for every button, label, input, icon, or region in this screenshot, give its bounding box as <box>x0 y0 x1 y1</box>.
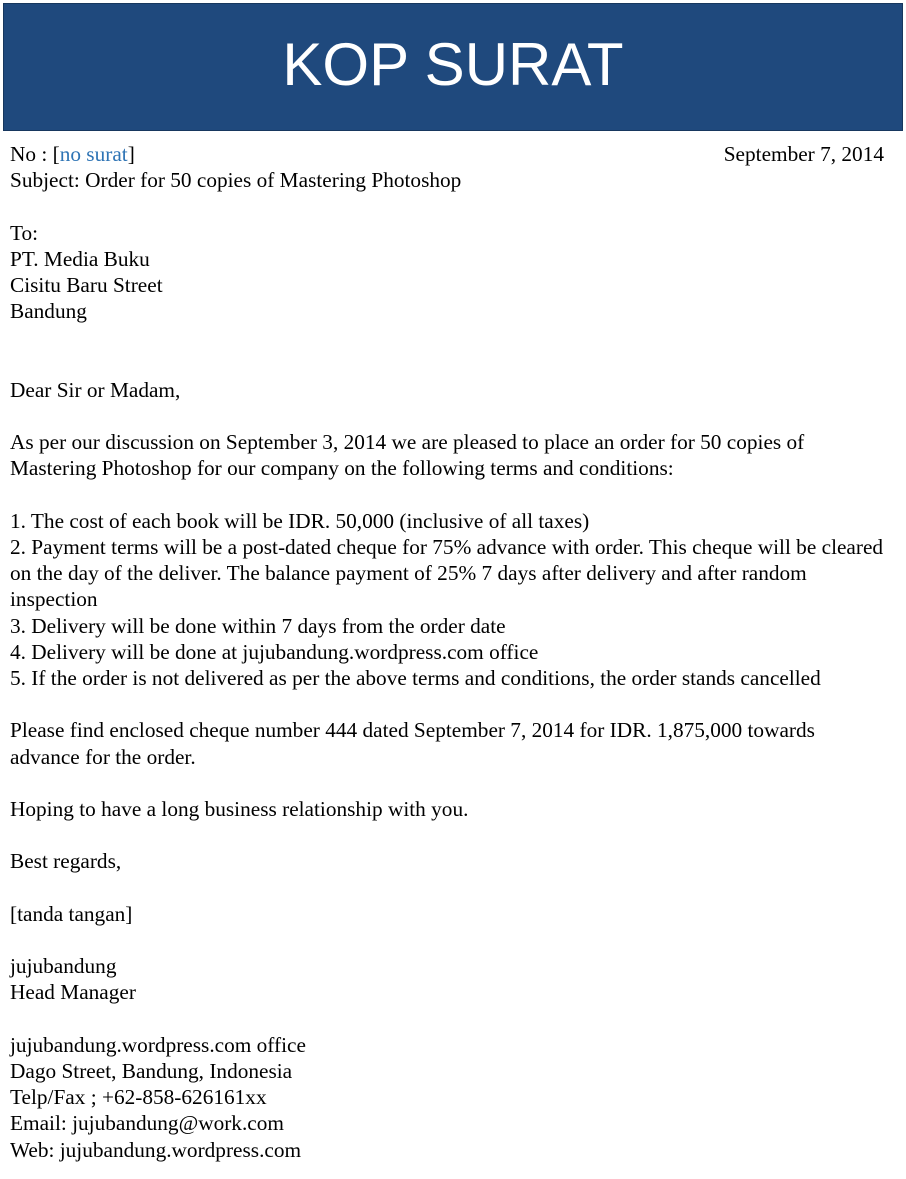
recipient-street: Cisitu Baru Street <box>10 273 163 297</box>
spacer <box>10 927 884 953</box>
letter-body <box>10 141 884 1163</box>
spacer <box>10 822 884 848</box>
signer-name: jujubandung <box>10 954 117 979</box>
spacer <box>10 193 884 219</box>
term-item: 3. Delivery will be done within 7 days from the order date <box>10 613 506 638</box>
letterhead-banner <box>3 3 903 131</box>
spacer <box>10 1006 884 1032</box>
spacer <box>10 324 884 376</box>
sender-web: Web: jujubandung.wordpress.com <box>10 1137 302 1162</box>
signature-placeholder: [tanda tangan] <box>10 901 133 926</box>
sender-address: Dago Street, Bandung, Indonesia <box>10 1058 293 1083</box>
reference-prefix: No : [ <box>10 142 60 166</box>
recipient-city: Bandung <box>10 299 87 324</box>
spacer <box>10 403 884 429</box>
sender-phone: Telp/Fax ; +62-858-626161xx <box>10 1085 267 1110</box>
spacer <box>10 691 884 717</box>
closing-regards: Best regards, <box>10 849 122 874</box>
term-item: 4. Delivery will be done at jujubandung.wordpress.com office <box>10 639 539 664</box>
sender-email: Email: jujubandung@work.com <box>10 1111 284 1136</box>
letter-date: September 7, 2014 <box>723 142 884 166</box>
reference-date-row <box>10 141 884 167</box>
signer-title: Head Manager <box>10 980 136 1005</box>
reference-suffix: ] <box>127 142 135 166</box>
term-item: 5. If the order is not delivered as per the above terms and conditions, the order stands cancelled <box>10 666 821 690</box>
terms-list <box>10 508 884 691</box>
closing-hope: Hoping to have a long business relationship with you. <box>10 796 469 821</box>
term-item: 2. Payment terms will be a post-dated cheque for 75% advance with order. This cheque will be cleared on the day of the deliver. The balance payment of 25% 7 days after delivery and after random inspection <box>10 534 884 612</box>
reference-value: no surat <box>59 142 128 166</box>
reference-number <box>10 141 135 167</box>
to-label: To: <box>10 220 39 245</box>
cheque-paragraph: Please find enclosed cheque number 444 dated September 7, 2014 for IDR. 1,875,000 towards advance for the order. <box>10 718 815 769</box>
recipient-company: PT. Media Buku <box>10 246 150 271</box>
salutation: Dear Sir or Madam, <box>10 377 181 402</box>
letterhead-title: KOP SURAT <box>282 31 624 98</box>
subject-line: Subject: Order for 50 copies of Mastering Photoshop <box>10 168 462 193</box>
intro-paragraph: As per our discussion on September 3, 2014 we are pleased to place an order for 50 copies of Mastering Photoshop for our company on the following terms and conditions: <box>10 430 805 481</box>
spacer <box>10 875 884 901</box>
spacer <box>10 482 884 508</box>
spacer <box>10 770 884 796</box>
sender-office: jujubandung.wordpress.com office <box>10 1032 306 1057</box>
term-item: 1. The cost of each book will be IDR. 50,000 (inclusive of all taxes) <box>10 508 590 533</box>
